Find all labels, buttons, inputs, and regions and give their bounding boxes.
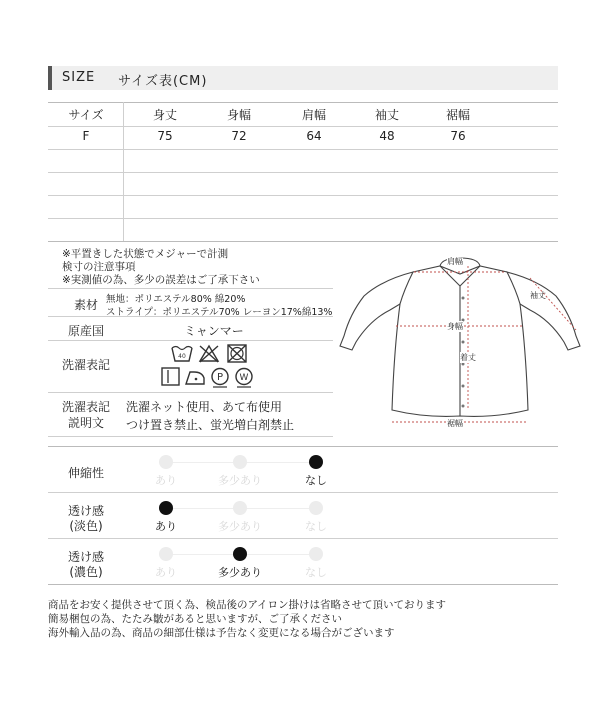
- wash-desc-label: 説明文: [67, 416, 104, 430]
- table-line: [48, 126, 558, 127]
- col-header: 身幅: [226, 108, 251, 122]
- svg-text:W: W: [239, 373, 249, 383]
- col-header: 袖丈: [374, 108, 399, 122]
- col-header: サイズ: [68, 108, 104, 122]
- col-header: 裾幅: [445, 108, 470, 122]
- material-label: 素材: [73, 298, 98, 312]
- material-line: ストライプ：ポリエステル70% レーヨン17%綿13%: [106, 307, 333, 318]
- ratings-bottom-line: [48, 584, 558, 585]
- size-cell: 48: [379, 129, 395, 143]
- table-line: [48, 149, 558, 150]
- no-tumble-dry-icon: [228, 345, 246, 362]
- size-cell: 76: [450, 129, 466, 143]
- origin-value: ミャンマー: [184, 324, 244, 338]
- shirt-outline: [340, 258, 580, 416]
- col-header: 身丈: [152, 108, 177, 122]
- shoulder-label: 肩幅: [447, 257, 463, 266]
- note-line: ※実測値の為、多少の誤差はご了承下さい: [62, 274, 260, 286]
- table-col-divider: [123, 102, 124, 241]
- ratings-top-line: [48, 446, 558, 447]
- rating-option-label: なし: [305, 474, 327, 487]
- rating-dot: [309, 547, 323, 561]
- iron-low-icon: [186, 372, 204, 384]
- info-divider: [48, 436, 333, 437]
- rating-sublabel: (濃色): [69, 565, 103, 579]
- rating-dot: [309, 501, 323, 515]
- wash-desc-line: つけ置き禁止、蛍光増白剤禁止: [126, 418, 295, 432]
- svg-text:40: 40: [178, 353, 186, 360]
- shirt-diagram: [330, 250, 590, 440]
- rating-dot: [159, 455, 173, 469]
- rating-option-label: 多少あり: [218, 474, 262, 487]
- rating-option-label: 多少あり: [218, 520, 262, 533]
- wash-label: 洗濯表記: [61, 358, 110, 372]
- sleeve-label: 袖丈: [530, 291, 546, 300]
- size-cell: F: [82, 129, 90, 143]
- table-line: [48, 195, 558, 196]
- size-cell: 72: [231, 129, 247, 143]
- svg-text:P: P: [216, 372, 224, 383]
- ratings-divider: [48, 492, 558, 493]
- origin-label: 原産国: [67, 324, 104, 338]
- wash-icons-row1: [170, 342, 250, 364]
- footer-note: 商品をお安く提供させて頂く為、検品後のアイロン掛けは省略させて頂いております: [48, 599, 447, 611]
- table-bottom-line: [48, 241, 558, 242]
- length-label: 着丈: [460, 353, 476, 362]
- rating-option-label: あり: [155, 520, 177, 533]
- material-line: 無地：ポリエステル80% 綿20%: [106, 294, 246, 305]
- rating-dot: [159, 547, 173, 561]
- rating-label: 伸縮性: [67, 466, 104, 480]
- rating-option-label: なし: [305, 520, 327, 533]
- line-dry-icon: [162, 368, 179, 385]
- rating-dot: [233, 501, 247, 515]
- table-line: [48, 218, 558, 219]
- rating-option-label: あり: [155, 474, 177, 487]
- size-table-title: サイズ表(CM): [118, 74, 208, 89]
- rating-label: 透け感: [67, 504, 104, 518]
- rating-option-label: あり: [155, 566, 177, 579]
- header-accent-bar: [48, 66, 52, 90]
- size-heading: SIZE: [62, 70, 96, 85]
- note-heading: 検寸の注意事項: [62, 261, 136, 273]
- wash-desc-label: 洗濯表記: [61, 400, 110, 414]
- wash-desc-line: 洗濯ネット使用、あて布使用: [126, 400, 283, 414]
- note-line: ※平置きした状態でメジャーで計測: [62, 248, 229, 260]
- table-line: [48, 172, 558, 173]
- rating-dot: [159, 501, 173, 515]
- size-cell: 75: [157, 129, 173, 143]
- wet-clean-w-icon: [236, 369, 252, 388]
- col-header: 肩幅: [301, 108, 326, 122]
- rating-option-label: 多少あり: [218, 566, 262, 579]
- footer-note: 簡易梱包の為、たたみ皺があると思いますが、ご了承ください: [48, 613, 342, 625]
- hem-label: 裾幅: [447, 419, 463, 428]
- chest-label: 身幅: [447, 322, 463, 331]
- info-divider: [48, 288, 333, 289]
- rating-dot: [233, 455, 247, 469]
- wash-icons-row2: [160, 366, 260, 388]
- info-divider: [48, 392, 333, 393]
- rating-dot: [309, 455, 323, 469]
- info-divider: [48, 340, 333, 341]
- size-cell: 64: [306, 129, 322, 143]
- table-top-line: [48, 102, 558, 103]
- footer-note: 海外輸入品の為、商品の細部仕様は予告なく変更になる場合がございます: [48, 627, 395, 639]
- rating-label: 透け感: [67, 550, 104, 564]
- dry-clean-p-icon: [212, 369, 228, 388]
- ratings-divider: [48, 538, 558, 539]
- no-bleach-icon: [200, 346, 218, 362]
- wash-tub-40-icon: [172, 347, 192, 362]
- rating-option-label: なし: [305, 566, 327, 579]
- rating-dot: [233, 547, 247, 561]
- rating-sublabel: (淡色): [69, 519, 103, 533]
